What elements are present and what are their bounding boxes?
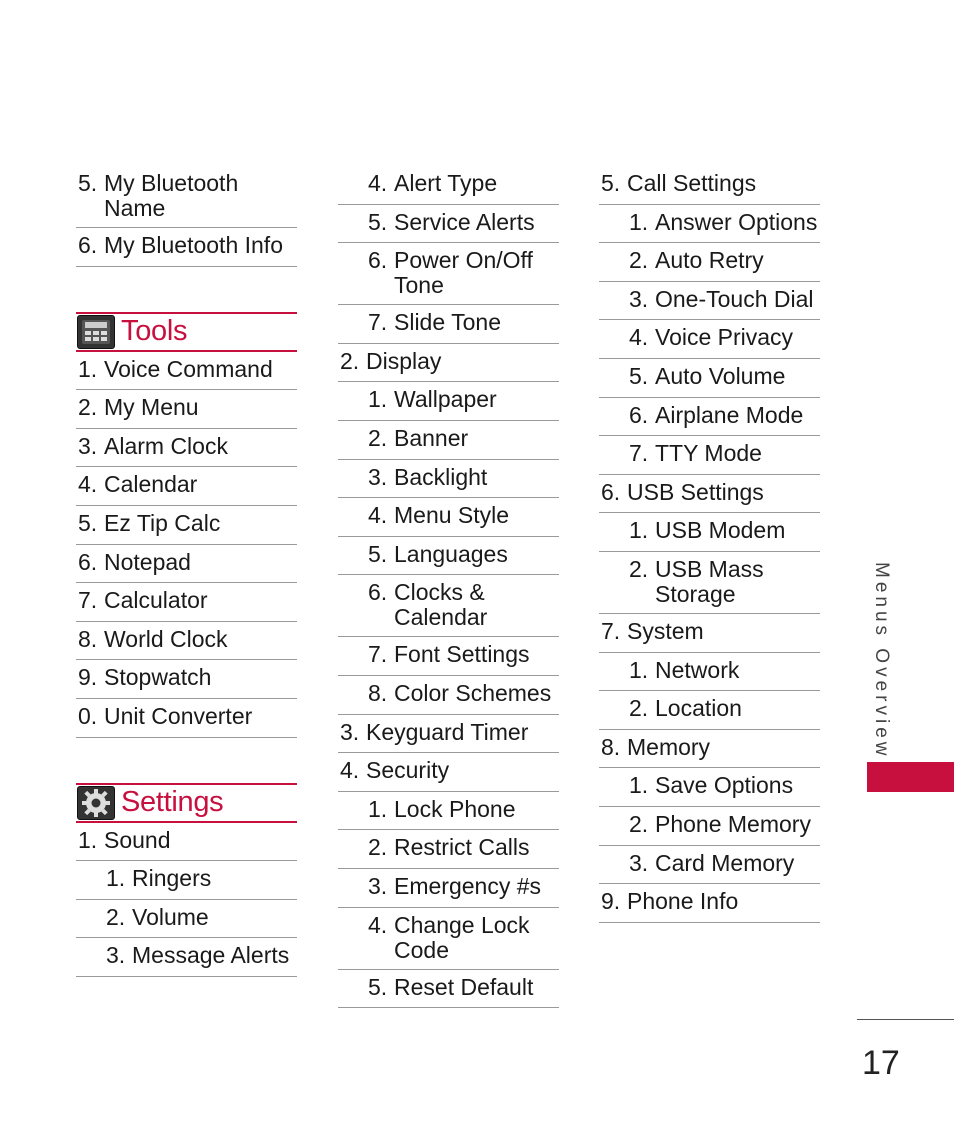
submenu-item-restrict-calls	[338, 830, 559, 869]
item-number: 8.	[368, 679, 388, 706]
item-label: Slide Tone	[394, 309, 501, 336]
menu-item-ez-tip-calc	[76, 506, 297, 545]
menu-item-memory	[599, 730, 820, 769]
item-number: 1.	[629, 772, 649, 799]
submenu-item-auto-volume	[599, 359, 820, 398]
section-spacer	[76, 738, 297, 783]
side-section-tab	[867, 762, 954, 792]
submenu-item-clocks-calendar	[338, 575, 559, 637]
item-number: 1.	[78, 355, 98, 382]
submenu-item-network	[599, 653, 820, 692]
item-label: System	[627, 617, 704, 644]
submenu-item-auto-retry	[599, 243, 820, 282]
item-number: 2.	[629, 810, 649, 837]
item-label: Clocks & Calendar	[394, 579, 488, 631]
menu-column-2	[338, 166, 559, 1008]
menu-column-3	[599, 166, 820, 923]
item-label: Alarm Clock	[104, 432, 228, 459]
menu-item-keyguard-timer	[338, 715, 559, 754]
footer-rule	[857, 1019, 954, 1020]
submenu-item-color-schemes	[338, 676, 559, 715]
item-number: 2.	[340, 347, 360, 374]
menu-item-sound	[76, 823, 297, 862]
item-label: Sound	[104, 826, 171, 853]
item-number: 7.	[601, 617, 621, 644]
item-label: Auto Retry	[655, 247, 764, 274]
item-number: 2.	[629, 555, 649, 582]
item-label: Calendar	[104, 471, 198, 498]
item-label: Notepad	[104, 548, 191, 575]
item-label: Menu Style	[394, 502, 510, 529]
item-label: Phone Memory	[655, 810, 811, 837]
item-label: Voice Privacy	[655, 324, 794, 351]
item-number: 2.	[78, 394, 98, 421]
page-number: 17	[862, 1044, 900, 1082]
item-label: Color Schemes	[394, 679, 552, 706]
item-label: Save Options	[655, 772, 794, 799]
section-header-settings	[76, 783, 297, 823]
item-label: Phone Info	[627, 888, 739, 915]
item-label: Reset Default	[394, 973, 534, 1000]
submenu-item-slide-tone	[338, 305, 559, 344]
item-label: Emergency #s	[394, 872, 542, 899]
item-label: Security	[366, 757, 450, 784]
item-number: 1.	[106, 865, 126, 892]
item-label: Message Alerts	[132, 942, 290, 969]
item-number: 5.	[78, 509, 98, 536]
menu-column-1	[76, 166, 297, 977]
item-number: 1.	[368, 386, 388, 413]
menu-item-display	[338, 344, 559, 383]
item-label: My Menu	[104, 394, 199, 421]
item-number: 1.	[78, 826, 98, 853]
submenu-item-answer-options	[599, 205, 820, 244]
side-section-label: Menus Overview	[871, 562, 892, 760]
submenu-item-save-options	[599, 768, 820, 807]
submenu-item-phone-memory	[599, 807, 820, 846]
item-label: One-Touch Dial	[655, 285, 814, 312]
item-number: 5.	[368, 540, 388, 567]
submenu-item-emergency-s	[338, 869, 559, 908]
menu-item-usb-settings	[599, 475, 820, 514]
submenu-item-tty-mode	[599, 436, 820, 475]
item-label: Stopwatch	[104, 664, 212, 691]
item-number: 9.	[601, 888, 621, 915]
menu-item-notepad	[76, 545, 297, 584]
item-label: Restrict Calls	[394, 834, 530, 861]
item-label: Airplane Mode	[655, 401, 804, 428]
submenu-item-volume	[76, 900, 297, 939]
submenu-item-message-alerts	[76, 938, 297, 977]
menu-item-call-settings	[599, 166, 820, 205]
item-number: 1.	[368, 795, 388, 822]
menu-item-security	[338, 753, 559, 792]
item-label: Display	[366, 347, 442, 374]
item-number: 5.	[368, 208, 388, 235]
item-label: Network	[655, 656, 740, 683]
item-number: 2.	[368, 834, 388, 861]
item-label: Unit Converter	[104, 702, 253, 729]
item-number: 8.	[601, 733, 621, 760]
item-number: 3.	[629, 849, 649, 876]
item-number: 7.	[368, 641, 388, 668]
item-label: My Bluetooth Name	[104, 170, 239, 221]
item-label: Power On/Off Tone	[394, 247, 533, 299]
menu-item-alarm-clock	[76, 429, 297, 468]
submenu-item-voice-privacy	[599, 320, 820, 359]
item-label: Answer Options	[655, 208, 818, 235]
item-number: 5.	[601, 170, 621, 196]
submenu-item-font-settings	[338, 637, 559, 676]
item-number: 6.	[368, 247, 388, 274]
item-number: 6.	[78, 232, 98, 258]
submenu-item-usb-mass-storage	[599, 552, 820, 614]
submenu-item-location	[599, 691, 820, 730]
item-number: 1.	[629, 517, 649, 544]
item-number: 3.	[368, 872, 388, 899]
item-label: USB Mass Storage	[655, 555, 764, 607]
item-number: 4.	[629, 324, 649, 351]
menu-item-my-menu	[76, 390, 297, 429]
item-number: 3.	[629, 285, 649, 312]
item-label: Ringers	[132, 865, 212, 892]
item-label: My Bluetooth Info	[104, 232, 283, 258]
item-number: 4.	[78, 471, 98, 498]
submenu-item-ringers	[76, 861, 297, 900]
menu-item-calendar	[76, 467, 297, 506]
item-number: 9.	[78, 664, 98, 691]
item-label: World Clock	[104, 625, 228, 652]
submenu-item-service-alerts	[338, 205, 559, 244]
item-number: 5.	[629, 362, 649, 389]
item-number: 2.	[368, 424, 388, 451]
item-number: 3.	[368, 463, 388, 490]
submenu-item-power-on-off-tone	[338, 243, 559, 305]
item-label: Ez Tip Calc	[104, 509, 221, 536]
menu-item-phone-info	[599, 884, 820, 923]
menu-item-stopwatch	[76, 660, 297, 699]
item-label: Languages	[394, 540, 508, 567]
menu-item-voice-command	[76, 352, 297, 391]
item-number: 3.	[106, 942, 126, 969]
item-number: 6.	[629, 401, 649, 428]
item-label: Keyguard Timer	[366, 718, 529, 745]
item-label: Banner	[394, 424, 469, 451]
section-title: Tools	[121, 315, 188, 348]
item-number: 6.	[78, 548, 98, 575]
submenu-item-usb-modem	[599, 513, 820, 552]
item-number: 4.	[368, 170, 388, 196]
item-label: Change Lock Code	[394, 911, 530, 963]
submenu-item-reset-default	[338, 970, 559, 1009]
item-number: 3.	[78, 432, 98, 459]
item-number: 7.	[629, 440, 649, 467]
section-title: Settings	[121, 786, 224, 819]
item-number: 0.	[78, 702, 98, 729]
submenu-item-lock-phone	[338, 792, 559, 831]
menu-item-world-clock	[76, 622, 297, 661]
item-label: Location	[655, 695, 742, 722]
submenu-item-one-touch-dial	[599, 282, 820, 321]
menu-item-my-bluetooth-name	[76, 166, 297, 228]
submenu-item-card-memory	[599, 846, 820, 885]
item-label: Auto Volume	[655, 362, 786, 389]
submenu-item-languages	[338, 537, 559, 576]
item-label: Volume	[132, 903, 209, 930]
item-number: 8.	[78, 625, 98, 652]
item-label: Voice Command	[104, 355, 273, 382]
item-label: Calculator	[104, 587, 208, 614]
item-number: 6.	[368, 579, 388, 606]
item-number: 4.	[368, 911, 388, 938]
item-label: Memory	[627, 733, 711, 760]
item-number: 5.	[78, 170, 98, 196]
item-number: 4.	[368, 502, 388, 529]
item-number: 2.	[629, 695, 649, 722]
item-label: Alert Type	[394, 170, 498, 196]
submenu-item-wallpaper	[338, 382, 559, 421]
item-label: Service Alerts	[394, 208, 535, 235]
item-label: Wallpaper	[394, 386, 497, 413]
item-number: 6.	[601, 478, 621, 505]
calculator-icon	[77, 315, 115, 349]
item-number: 3.	[340, 718, 360, 745]
item-number: 1.	[629, 656, 649, 683]
submenu-item-airplane-mode	[599, 398, 820, 437]
section-header-tools	[76, 312, 297, 352]
item-number: 2.	[106, 903, 126, 930]
item-label: USB Modem	[655, 517, 786, 544]
item-label: Lock Phone	[394, 795, 516, 822]
item-number: 4.	[340, 757, 360, 784]
gear-icon	[77, 786, 115, 820]
submenu-item-menu-style	[338, 498, 559, 537]
item-label: Backlight	[394, 463, 488, 490]
item-number: 7.	[78, 587, 98, 614]
item-number: 5.	[368, 973, 388, 1000]
menu-item-calculator	[76, 583, 297, 622]
section-spacer	[76, 267, 297, 312]
item-label: Call Settings	[627, 170, 757, 196]
submenu-item-banner	[338, 421, 559, 460]
item-number: 2.	[629, 247, 649, 274]
item-label: Font Settings	[394, 641, 530, 668]
menu-item-unit-converter	[76, 699, 297, 738]
item-label: TTY Mode	[655, 440, 762, 467]
item-number: 7.	[368, 309, 388, 336]
submenu-item-change-lock-code	[338, 908, 559, 970]
submenu-item-backlight	[338, 460, 559, 499]
item-label: Card Memory	[655, 849, 795, 876]
menu-item-my-bluetooth-info	[76, 228, 297, 267]
submenu-item-alert-type	[338, 166, 559, 205]
menu-item-system	[599, 614, 820, 653]
item-label: USB Settings	[627, 478, 764, 505]
item-number: 1.	[629, 208, 649, 235]
